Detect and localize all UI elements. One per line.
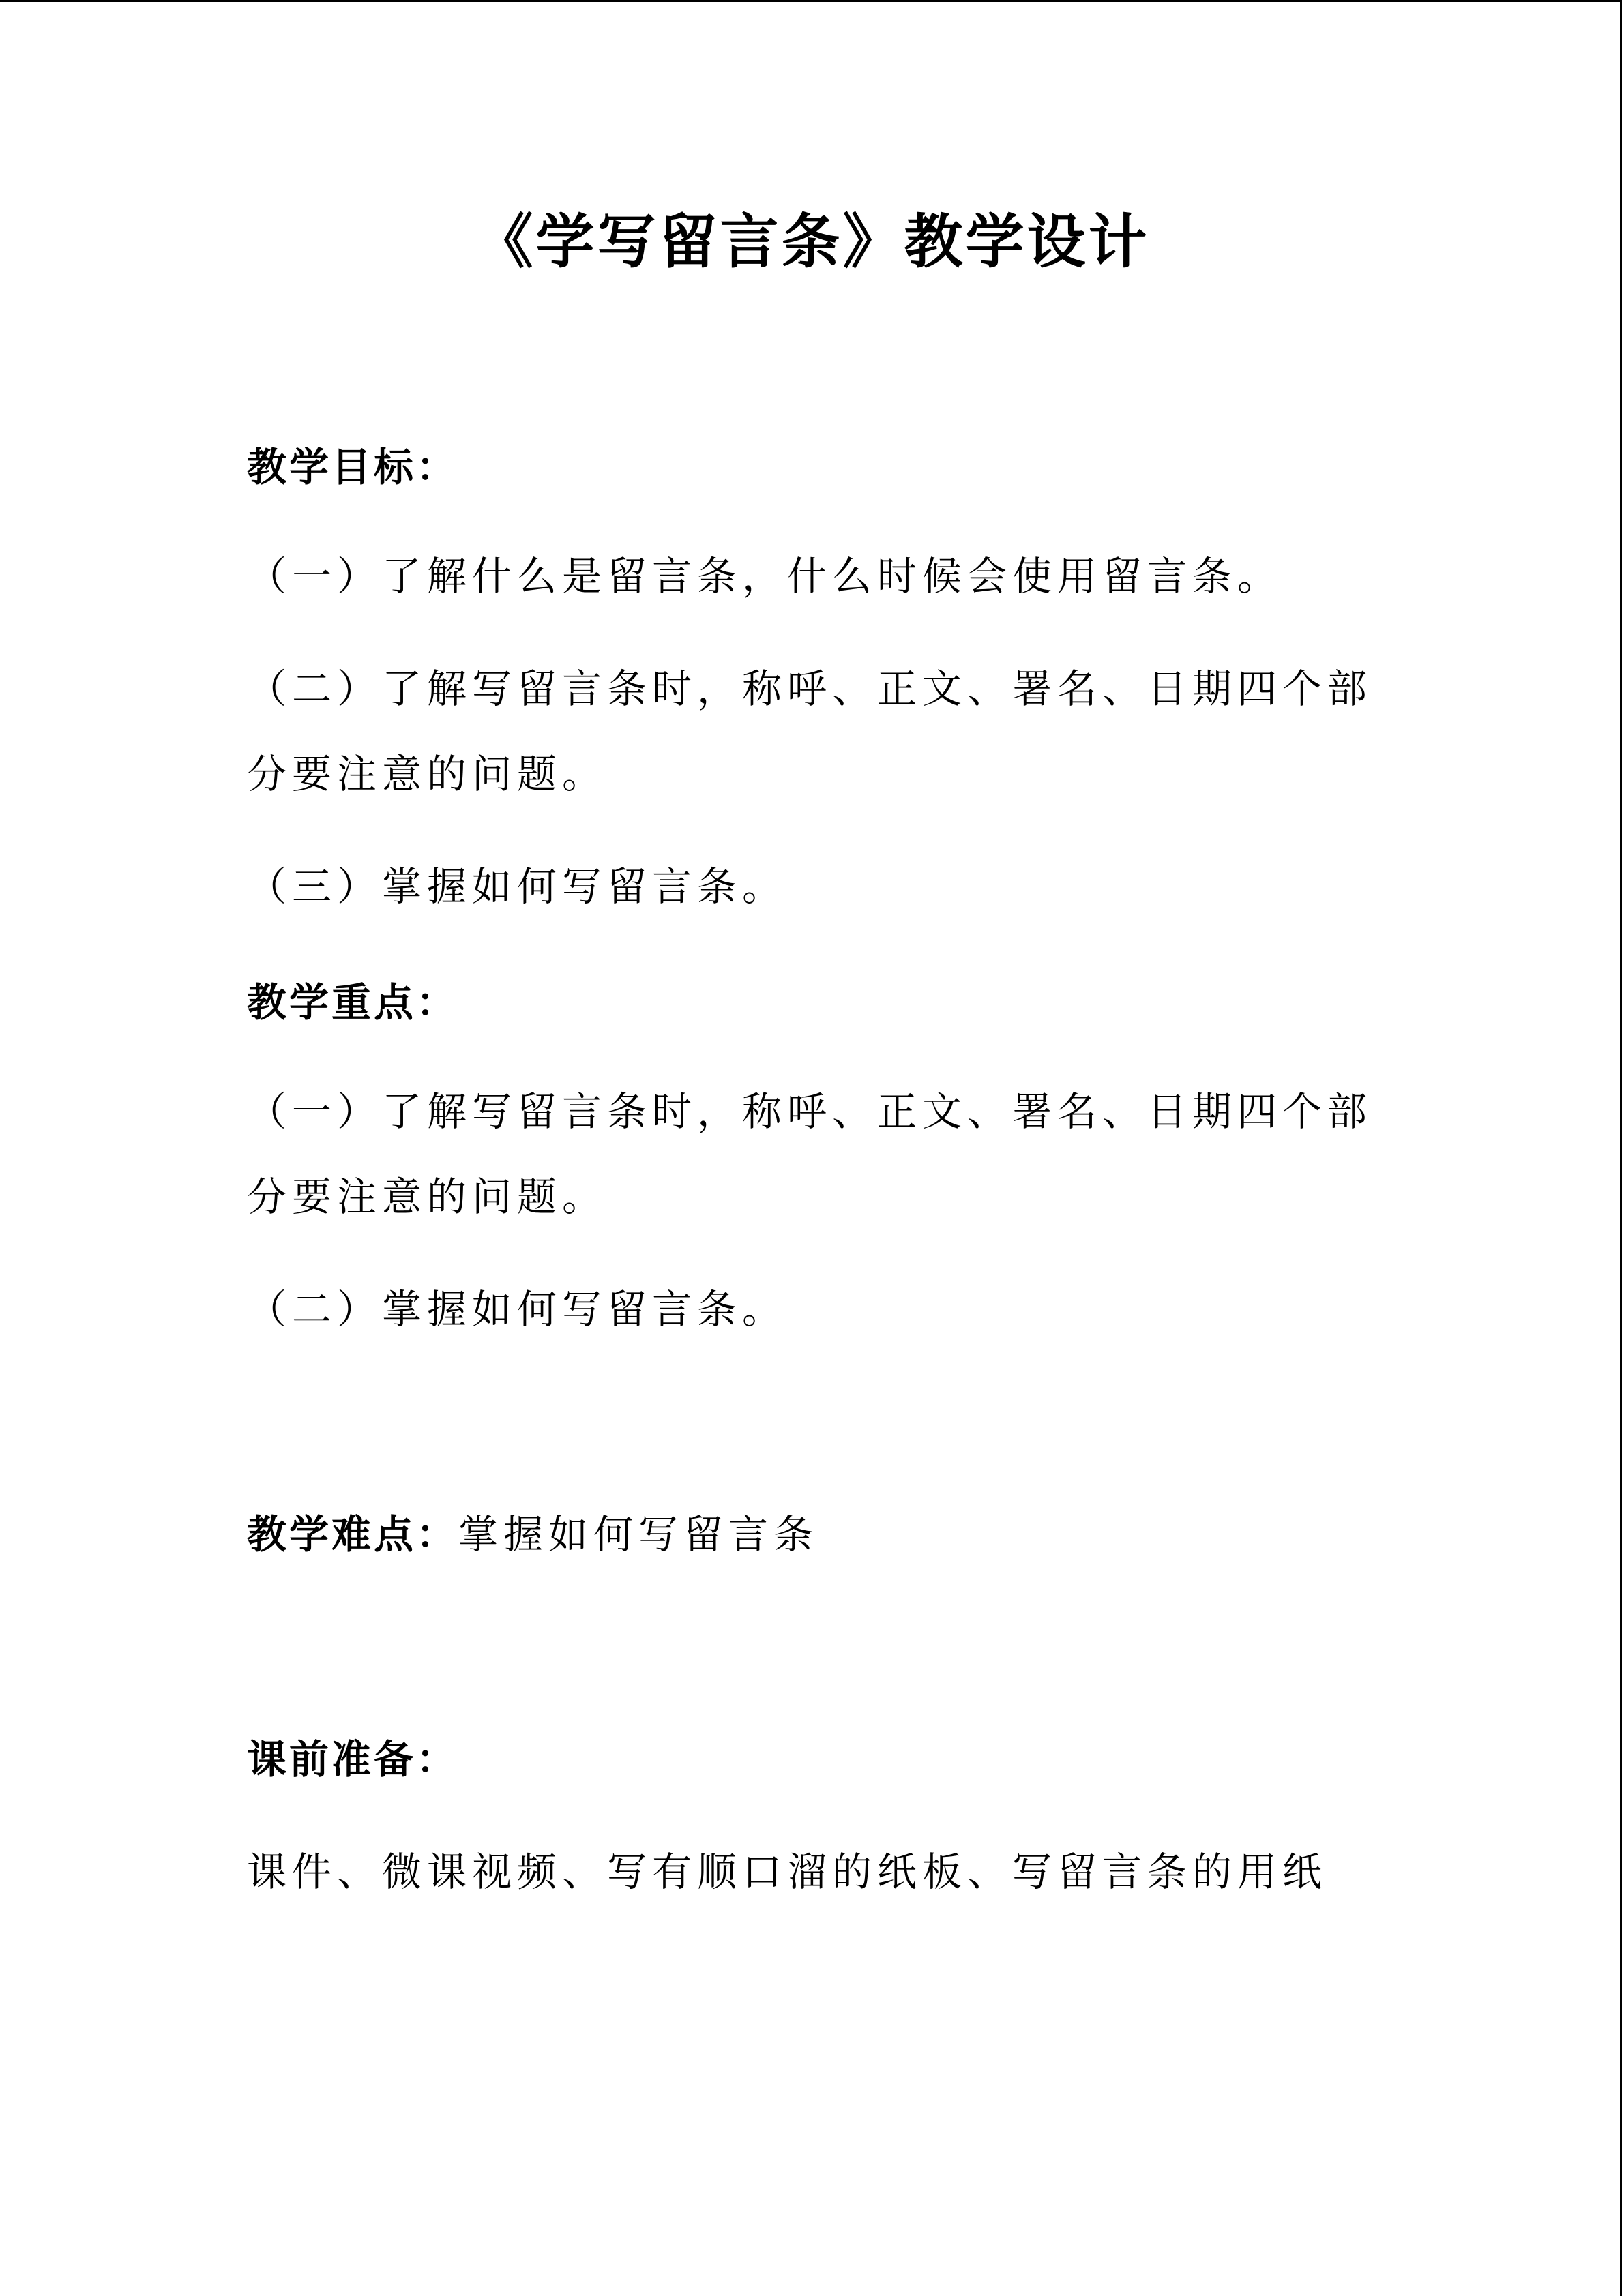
preparation-heading: 课前准备： [247,1736,459,1783]
key-point-item-2: （二）掌握如何写留言条。 [247,1286,788,1332]
key-point-item-1: （一）了解写留言条时，称呼、正文、署名、日期四个部 [247,1088,1373,1135]
key-points-heading: 教学重点： [247,979,459,1026]
difficulty-heading: 教学难点： [247,1511,459,1557]
objective-item-3: （三）掌握如何写留言条。 [247,863,788,910]
objective-item-1: （一）了解什么是留言条，什么时候会使用留言条。 [247,553,1283,599]
difficulty-text: 掌握如何写留言条 [458,1511,819,1557]
preparation-text: 课件、微课视频、写有顺口溜的纸板、写留言条的用纸 [247,1849,1328,1895]
objective-item-2-continued: 分要注意的问题。 [247,751,608,797]
difficulty-line [247,1507,818,1562]
objectives-heading: 教学目标： [247,444,459,490]
objective-item-2: （二）了解写留言条时，称呼、正文、署名、日期四个部 [247,666,1373,712]
document-title: 《学写留言条》教学设计 [474,207,1150,276]
key-point-item-1-continued: 分要注意的问题。 [247,1174,608,1220]
